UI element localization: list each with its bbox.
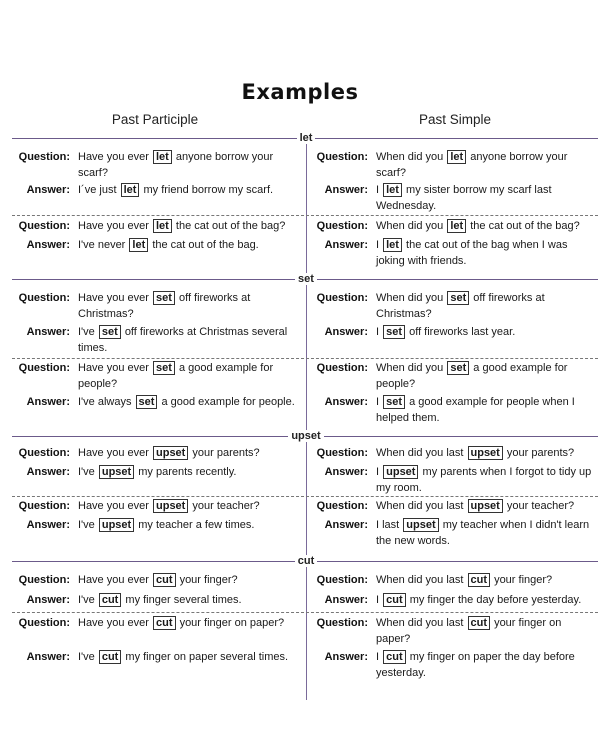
row-divider <box>12 612 598 613</box>
column-divider <box>306 440 307 558</box>
sentence-start: I <box>376 594 380 606</box>
question-label: Question: <box>18 500 70 512</box>
sentence-end: anyone borrow your scarf? <box>376 151 568 179</box>
sentence-start: Have you ever <box>78 362 149 374</box>
question-label: Question: <box>316 500 368 512</box>
sentence-start: When did you <box>376 292 444 304</box>
sentence-start: I <box>376 326 380 338</box>
answer-label: Answer: <box>26 594 70 606</box>
sentence-end: your teacher? <box>506 500 575 512</box>
keyword-box: let <box>121 183 140 197</box>
sentence-end: my finger the day before yesterday. <box>409 594 582 606</box>
sentence-end: your parents? <box>192 447 260 459</box>
sentence-start: Have you ever <box>78 292 149 304</box>
question-label: Question: <box>18 292 70 304</box>
keyword-box: set <box>99 325 121 339</box>
keyword-box: cut <box>468 616 491 630</box>
column-header-past-simple: Past Simple <box>418 112 492 127</box>
sentence-start: I've <box>78 519 95 531</box>
keyword-box: let <box>129 238 148 252</box>
sentence-end: off fireworks at Christmas several times. <box>78 326 288 354</box>
answer-label: Answer: <box>324 326 368 338</box>
keyword-box: set <box>136 395 158 409</box>
keyword-box: cut <box>153 573 176 587</box>
question-label: Question: <box>316 362 368 374</box>
keyword-box: upset <box>468 446 503 460</box>
example-sentence <box>78 150 300 181</box>
page-title: Examples <box>241 80 359 104</box>
question-label: Question: <box>316 574 368 586</box>
keyword-box: let <box>447 150 466 164</box>
sentence-end: my finger on paper the day before yesterday. <box>376 651 575 679</box>
keyword-box: cut <box>99 593 122 607</box>
sentence-start: When did you last <box>376 500 464 512</box>
question-label: Question: <box>316 220 368 232</box>
keyword-box: upset <box>403 518 438 532</box>
sentence-end: my finger several times. <box>125 594 242 606</box>
sentence-end: off fireworks at Christmas? <box>376 292 545 320</box>
question-label: Question: <box>316 617 368 629</box>
keyword-box: let <box>383 238 402 252</box>
section-word-text: cut <box>295 555 318 567</box>
sentence-end: my parents when I forgot to tidy up my room. <box>376 466 592 494</box>
sentence-end: a good example for people. <box>161 396 295 408</box>
example-sentence <box>78 650 300 666</box>
keyword-box: upset <box>153 446 188 460</box>
column-header-past-participle: Past Participle <box>111 112 199 127</box>
sentence-start: When did you <box>376 220 444 232</box>
section-word-text: upset <box>288 430 323 442</box>
example-sentence <box>376 446 592 462</box>
keyword-box: cut <box>383 650 406 664</box>
sentence-start: When did you <box>376 151 444 163</box>
keyword-box: let <box>153 150 172 164</box>
keyword-box: set <box>447 361 469 375</box>
sentence-end: my friend borrow my scarf. <box>143 184 274 196</box>
keyword-box: set <box>447 291 469 305</box>
example-sentence <box>78 325 300 356</box>
sentence-start: Have you ever <box>78 574 149 586</box>
sentence-start: When did you last <box>376 617 464 629</box>
question-label: Question: <box>18 617 70 629</box>
example-sentence <box>78 616 300 632</box>
sentence-end: my parents recently. <box>138 466 237 478</box>
keyword-box: let <box>153 219 172 233</box>
example-sentence <box>78 395 300 411</box>
sentence-end: your parents? <box>506 447 575 459</box>
example-sentence <box>376 518 592 549</box>
example-sentence <box>78 238 300 254</box>
question-label: Question: <box>18 151 70 163</box>
column-divider <box>306 565 307 700</box>
example-sentence <box>78 573 300 589</box>
sentence-end: my finger on paper several times. <box>125 651 289 663</box>
keyword-box: upset <box>99 518 134 532</box>
sentence-start: I've <box>78 651 95 663</box>
sentence-end: my teacher when I didn't learn the new words. <box>376 519 590 547</box>
example-sentence <box>376 325 592 341</box>
example-sentence <box>78 499 300 515</box>
sentence-start: I <box>376 239 380 251</box>
keyword-box: set <box>153 291 175 305</box>
sentence-end: the cat out of the bag. <box>152 239 259 251</box>
section-word <box>266 430 346 442</box>
example-sentence <box>376 395 592 426</box>
sentence-start: I last <box>376 519 400 531</box>
answer-label: Answer: <box>26 326 70 338</box>
column-divider <box>306 140 307 276</box>
answer-label: Answer: <box>324 594 368 606</box>
sentence-start: When did you <box>376 362 444 374</box>
question-label: Question: <box>18 362 70 374</box>
sentence-end: your teacher? <box>192 500 260 512</box>
sentence-end: a good example for people when I helped them. <box>376 396 575 424</box>
sentence-end: the cat out of the bag? <box>470 220 580 232</box>
example-sentence <box>78 465 300 481</box>
answer-label: Answer: <box>324 396 368 408</box>
example-sentence <box>78 183 300 199</box>
sentence-start: I've never <box>78 239 126 251</box>
question-label: Question: <box>18 447 70 459</box>
keyword-box: cut <box>99 650 122 664</box>
example-sentence <box>376 238 592 269</box>
sentence-start: When did you last <box>376 574 464 586</box>
question-label: Question: <box>316 151 368 163</box>
answer-label: Answer: <box>324 651 368 663</box>
sentence-start: I <box>376 184 380 196</box>
question-label: Question: <box>316 447 368 459</box>
section-word-text: let <box>297 132 316 144</box>
sentence-end: your finger on paper? <box>376 617 562 645</box>
answer-label: Answer: <box>26 184 70 196</box>
example-sentence <box>78 361 300 392</box>
example-sentence <box>376 183 592 214</box>
row-divider <box>12 215 598 216</box>
example-sentence <box>376 150 592 181</box>
section-word <box>266 273 346 285</box>
example-sentence <box>78 593 300 609</box>
answer-label: Answer: <box>26 396 70 408</box>
sentence-end: your finger on paper? <box>179 617 285 629</box>
example-sentence <box>78 219 300 235</box>
example-sentence <box>376 573 592 589</box>
sentence-start: Have you ever <box>78 617 149 629</box>
question-label: Question: <box>18 220 70 232</box>
example-sentence <box>376 219 592 235</box>
example-sentence <box>376 291 592 322</box>
sentence-start: Have you ever <box>78 500 149 512</box>
keyword-box: cut <box>383 593 406 607</box>
sentence-end: the cat out of the bag when I was joking with friends. <box>376 239 568 267</box>
sentence-start: Have you ever <box>78 220 149 232</box>
example-sentence <box>376 650 592 681</box>
answer-label: Answer: <box>324 466 368 478</box>
sentence-end: a good example for people? <box>376 362 568 390</box>
row-divider <box>12 496 598 497</box>
example-sentence <box>376 499 592 515</box>
example-sentence <box>78 291 300 322</box>
row-divider <box>12 358 598 359</box>
sentence-start: I've always <box>78 396 132 408</box>
keyword-box: let <box>447 219 466 233</box>
answer-label: Answer: <box>324 239 368 251</box>
sentence-start: I´ve just <box>78 184 117 196</box>
sentence-end: my sister borrow my scarf last Wednesday. <box>376 184 552 212</box>
keyword-box: upset <box>383 465 418 479</box>
section-word-text: set <box>295 273 317 285</box>
keyword-box: upset <box>153 499 188 513</box>
example-sentence <box>376 593 592 609</box>
sentence-start: I've <box>78 594 95 606</box>
example-sentence <box>78 446 300 462</box>
answer-label: Answer: <box>324 184 368 196</box>
answer-label: Answer: <box>324 519 368 531</box>
sentence-end: a good example for people? <box>78 362 274 390</box>
sentence-start: I've <box>78 326 95 338</box>
question-label: Question: <box>316 292 368 304</box>
section-word <box>266 555 346 567</box>
example-sentence <box>78 518 300 534</box>
sentence-start: Have you ever <box>78 151 149 163</box>
keyword-box: set <box>383 325 405 339</box>
keyword-box: cut <box>468 573 491 587</box>
sentence-end: off fireworks at Christmas? <box>78 292 251 320</box>
sentence-start: I <box>376 651 380 663</box>
answer-label: Answer: <box>26 519 70 531</box>
keyword-box: set <box>383 395 405 409</box>
answer-label: Answer: <box>26 651 70 663</box>
section-word <box>266 132 346 144</box>
sentence-start: Have you ever <box>78 447 149 459</box>
keyword-box: upset <box>468 499 503 513</box>
sentence-end: my teacher a few times. <box>138 519 255 531</box>
sentence-end: your finger? <box>179 574 238 586</box>
sentence-start: I <box>376 466 380 478</box>
example-sentence <box>376 465 592 496</box>
keyword-box: let <box>383 183 402 197</box>
sentence-end: the cat out of the bag? <box>175 220 286 232</box>
sentence-end: your finger? <box>494 574 553 586</box>
question-label: Question: <box>18 574 70 586</box>
keyword-box: set <box>153 361 175 375</box>
example-sentence <box>376 361 592 392</box>
answer-label: Answer: <box>26 466 70 478</box>
keyword-box: upset <box>99 465 134 479</box>
sentence-start: I <box>376 396 380 408</box>
sentence-start: When did you last <box>376 447 464 459</box>
example-sentence <box>376 616 592 647</box>
answer-label: Answer: <box>26 239 70 251</box>
sentence-end: anyone borrow your scarf? <box>78 151 274 179</box>
sentence-end: off fireworks last year. <box>409 326 516 338</box>
sentence-start: I've <box>78 466 95 478</box>
keyword-box: cut <box>153 616 176 630</box>
